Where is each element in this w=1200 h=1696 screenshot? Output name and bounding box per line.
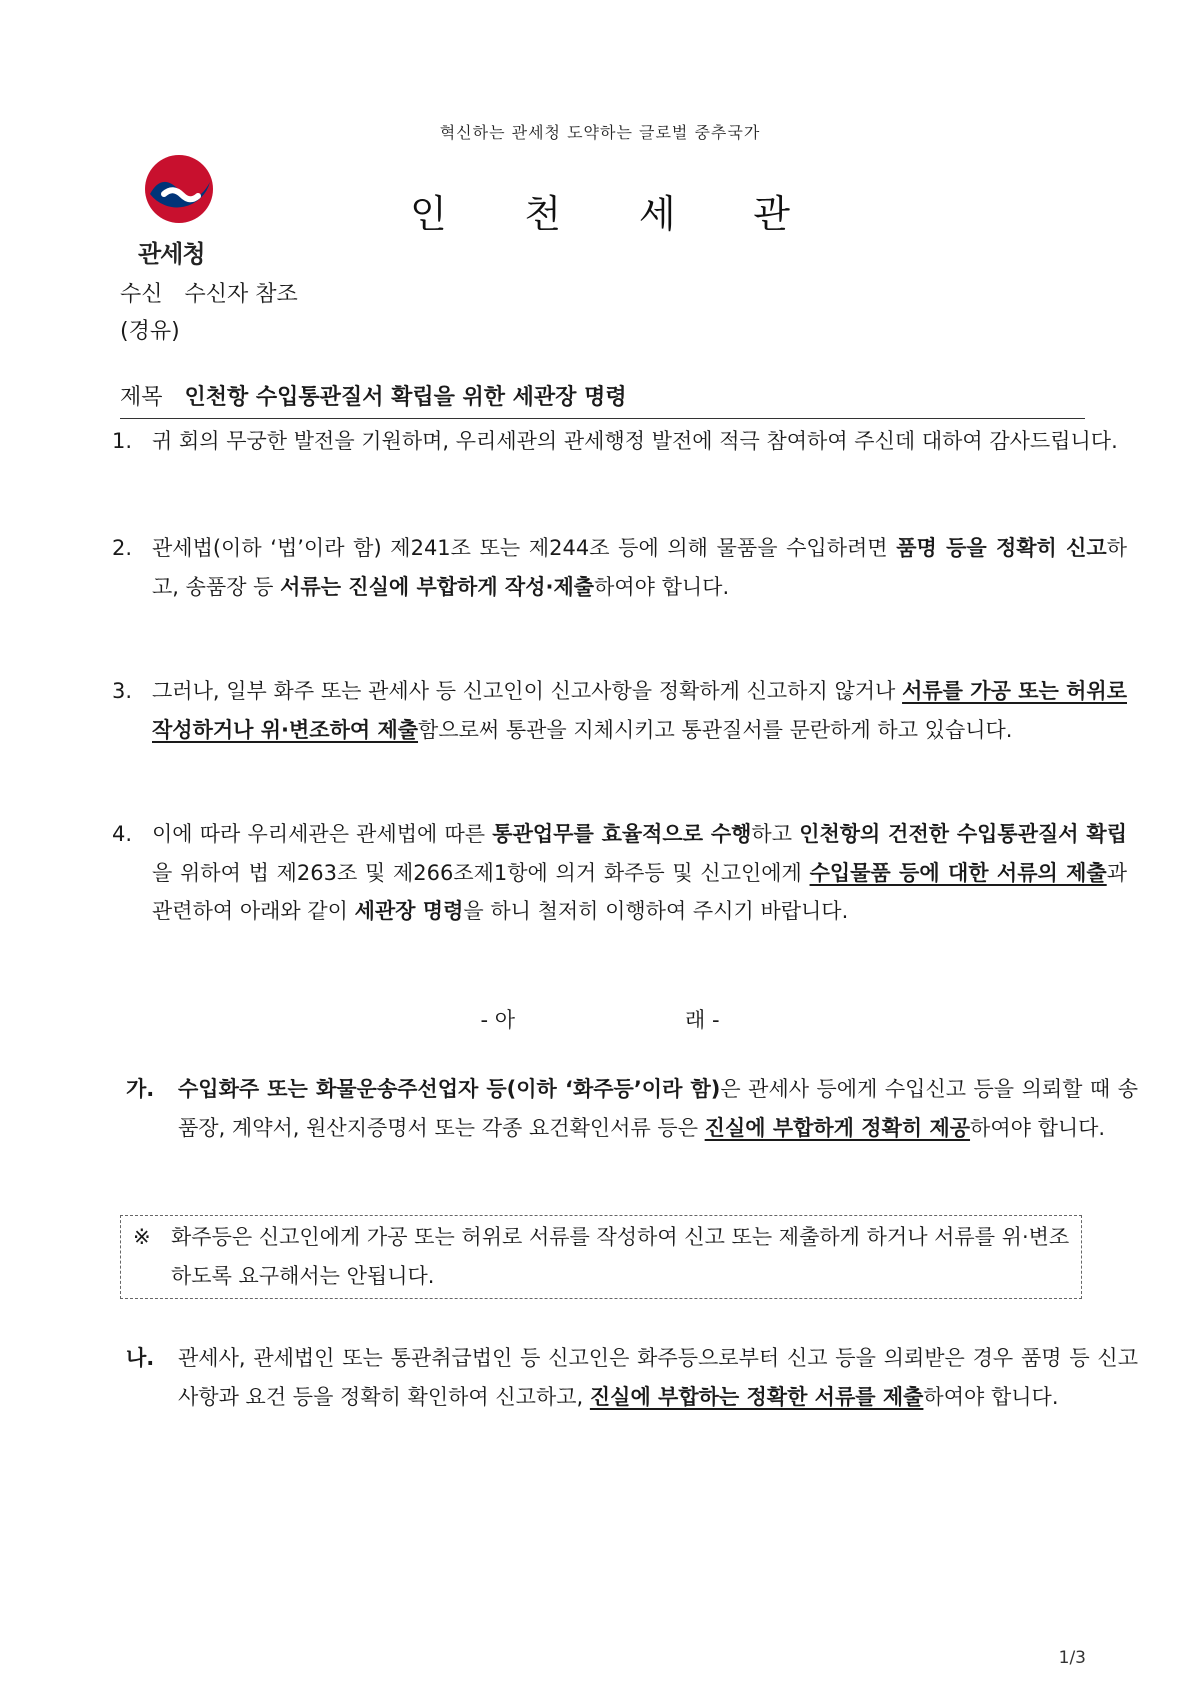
item-mark: 나.: [126, 1346, 155, 1370]
paragraph-1: [112, 422, 1127, 461]
org-title: [410, 183, 790, 238]
org-title-char: 인: [410, 192, 447, 236]
paragraph-text: 함으로써 통관을 지체시키고 통관질서를 문란하게 하고 있습니다.: [418, 717, 1013, 742]
item-mark: 가.: [126, 1077, 155, 1101]
subject-line: [120, 380, 1085, 419]
item-ga: [126, 1070, 1138, 1147]
bold-text: 세관장 명령: [354, 899, 464, 923]
paragraph-text: 관세법(이하 ‘법’이라 함) 제241조 또는 제244조 등에 의해 물품을 수입하려면: [152, 536, 897, 560]
bold-text: 수입화주 또는 화물운송주선업자 등(이하 ‘화주등’이라 함): [178, 1077, 721, 1101]
item-text: 하여야 합니다.: [923, 1384, 1059, 1409]
bold-text: 서류는 진실에 부합하게 작성·제출: [280, 574, 595, 599]
page-number: 1/3: [1058, 1648, 1086, 1668]
bold-text: 통관업무를 효율적으로 수행: [492, 822, 752, 846]
via-line: [120, 314, 180, 345]
recipient-label: 수신: [120, 282, 163, 307]
recipient-value: 수신자 참조: [184, 282, 298, 307]
paragraph-4: [112, 815, 1127, 931]
underlined-text: [590, 1385, 924, 1409]
paragraph-number: 3.: [112, 679, 133, 703]
paragraph-text: 하고: [751, 822, 800, 846]
bold-text: 진실에 부합하는 정확한 서류를 제출: [589, 1384, 924, 1409]
underlined-text: [705, 1116, 970, 1140]
note-box: [120, 1215, 1082, 1299]
item-text: 하여야 합니다.: [970, 1115, 1106, 1140]
slogan: 혁신하는 관세청 도약하는 글로벌 중추국가: [439, 123, 761, 142]
subject-label: 제목: [120, 385, 163, 410]
bold-text: 인천항의 건전한 수입통관질서 확립: [799, 822, 1127, 846]
paragraph-number: 1.: [112, 429, 133, 453]
paragraph-text: 과 관련하여 아래와 같이: [152, 860, 1127, 923]
paragraph-text: 그러나, 일부 화주 또는 관세사 등 신고인이 신고사항을 정확하게 신고하지 않거나: [152, 679, 903, 703]
subject-value: 인천항 수입통관질서 확립을 위한 세관장 명령: [184, 385, 627, 410]
paragraph-number: 2.: [112, 536, 133, 560]
item-text: 은 관세사 등에게 수입신고 등을 의뢰할 때 송품장, 계약서, 원산지증명서 또는 각종 요건확인서류 등은: [178, 1077, 1138, 1140]
ah-left: - 아: [480, 1008, 515, 1032]
bold-text: 서류를 가공 또는 허위로 작성하거나 위·변조하여 제출: [152, 679, 1127, 742]
org-title-char: 세: [638, 192, 676, 236]
taegeuk-logo-icon: [140, 150, 218, 228]
paragraph-text: 을 하니 철저히 이행하여 주시기 바랍니다.: [463, 899, 849, 923]
paragraph-text: 하여야 합니다.: [594, 574, 730, 599]
paragraph-text: 을 위하여 법 제263조 및 제266조제1항에 의거 화주등 및 신고인에게: [152, 860, 810, 885]
ah-rae-heading: [0, 1004, 1200, 1034]
recipient-line: [120, 277, 298, 308]
org-title-char: 관: [753, 192, 790, 236]
bold-text: 진실에 부합하게 정확히 제공: [704, 1115, 971, 1140]
note-text: 화주등은 신고인에게 가공 또는 허위로 서류를 작성하여 신고 또는 제출하게 하거나 서류를 위·변조하도록 요구해서는 안됩니다.: [171, 1225, 1070, 1288]
paragraph-2: [112, 529, 1127, 606]
paragraph-3: [112, 672, 1127, 749]
paragraph-text: 귀 회의 무궁한 발전을 기원하며, 우리세관의 관세행정 발전에 적극 참여하여 주신데 대하여 감사드립니다.: [152, 429, 1118, 453]
via-label: (경유): [120, 319, 180, 344]
paragraph-text: 이에 따라 우리세관은 관세법에 따른: [152, 822, 493, 846]
underlined-text: [810, 861, 1107, 885]
logo-name: 관세청: [138, 240, 205, 268]
item-text: 관세사, 관세법인 또는 통관취급법인 등 신고인은 화주등으로부터 신고 등을 의뢰받은 경우 품명 등 신고사항과 요건 등을 정확히 확인하여 신고하고,: [178, 1346, 1138, 1409]
bold-text: 품명 등을 정확히 신고: [896, 536, 1107, 560]
paragraph-text: 하고, 송품장 등: [152, 536, 1127, 599]
customs-logo: [140, 150, 218, 232]
item-na: [126, 1339, 1138, 1416]
paragraph-number: 4.: [112, 822, 133, 846]
bold-text: 수입물품 등에 대한 서류의 제출: [809, 860, 1107, 885]
org-title-char: 천: [524, 192, 562, 236]
ah-right: 래 -: [685, 1008, 720, 1032]
note-mark: ※: [133, 1225, 151, 1249]
